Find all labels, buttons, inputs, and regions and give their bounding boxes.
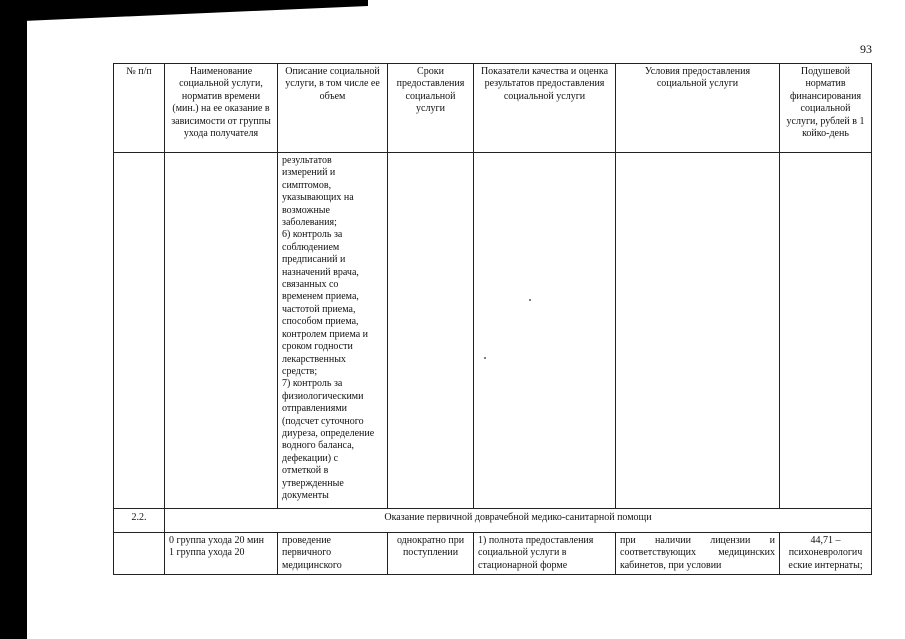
empty-cell [388, 153, 474, 509]
description-line: документы [282, 489, 329, 501]
group-line: 1 группа ухода 20 [169, 547, 245, 559]
header-cell-number: № п/п [114, 64, 165, 153]
scan-speck [484, 357, 486, 359]
description-line: временем приема, [282, 291, 359, 303]
description-lines [282, 155, 383, 502]
header-cell-quality: Показатели качества и оценка результатов предоставления социальной услуги [474, 64, 616, 153]
description-line: назначений врача, [282, 266, 359, 278]
description-line: измерений и [282, 167, 336, 179]
description-line: сроком годности [282, 341, 353, 353]
description-line: предписаний и [282, 254, 346, 266]
description-line: отметкой в [282, 465, 329, 477]
empty-cell [114, 533, 165, 575]
section-title: Оказание первичной доврачебной медико-санитарной помощи [165, 509, 872, 533]
description-line: симптомов, [282, 179, 332, 191]
scan-shadow-top [0, 0, 368, 22]
description-line: (подсчет суточного [282, 415, 364, 427]
financing-line: 44,71 – [810, 535, 841, 546]
table-row-section [114, 509, 872, 533]
description-line: утвержденные [282, 477, 344, 489]
description-line: соблюдением [282, 241, 340, 253]
description-line: дефекации) с [282, 452, 339, 464]
description-line: водного баланса, [282, 440, 355, 452]
empty-cell [780, 153, 872, 509]
group-line: 0 группа ухода 20 мин [169, 535, 264, 546]
conditions-cell: при наличии лицензии и соответствующих медицинских кабинетов, при условии [616, 533, 780, 575]
financing-line: еские интернаты; [788, 559, 863, 571]
terms-cell: однократно при поступлении [388, 533, 474, 575]
description-line: связанных со [282, 279, 339, 291]
description-line: средств; [282, 365, 318, 377]
scan-shadow-left [0, 7, 27, 639]
description-line: проведение [282, 535, 331, 546]
table-row-service [114, 533, 872, 575]
description-line: первичного [282, 547, 332, 559]
description-line: возможные [282, 204, 330, 216]
table-header-row [114, 64, 872, 153]
financing-line: психоневрологич [788, 547, 863, 559]
description-line: способом приема, [282, 316, 359, 328]
quality-cell [474, 533, 616, 575]
quality-line: социальной услуги в [478, 547, 567, 559]
description-line: физиологическими [282, 390, 364, 402]
page-number: 93 [860, 42, 872, 56]
description-line: контролем приема и [282, 328, 369, 340]
quality-line: стационарной форме [478, 559, 568, 571]
financing-cell [780, 533, 872, 575]
header-cell-description: Описание социальной услуги, в том числе ее объем [278, 64, 388, 153]
description-line: 7) контроль за [282, 378, 343, 390]
description-line: результатов [282, 155, 332, 166]
description-line: 6) контроль за [282, 229, 343, 241]
quality-line: 1) полнота предоставления [478, 535, 594, 546]
services-table [113, 63, 872, 575]
header-cell-terms: Сроки предоставления социальной услуги [388, 64, 474, 153]
header-cell-service-name: Наименование социальной услуги, норматив времени (мин.) на ее оказание в зависимости от группы ухода получателя [165, 64, 278, 153]
scan-speck [529, 299, 531, 301]
description-line: заболевания; [282, 217, 337, 229]
empty-cell [165, 153, 278, 509]
description-line: диуреза, определение [282, 427, 375, 439]
table-row-continuation [114, 153, 872, 509]
empty-cell [474, 153, 616, 509]
header-cell-conditions: Условия предоставления социальной услуги [616, 64, 780, 153]
empty-cell [616, 153, 780, 509]
description-line: частотой приема, [282, 303, 356, 315]
group-time-cell [165, 533, 278, 575]
description-cell [278, 533, 388, 575]
description-line: медицинского [282, 559, 342, 571]
section-number: 2.2. [114, 509, 165, 533]
description-line: лекарственных [282, 353, 346, 365]
description-line: указывающих на [282, 192, 354, 204]
description-continuation-cell [278, 153, 388, 509]
empty-cell [114, 153, 165, 509]
description-line: отправлениями [282, 403, 348, 415]
header-cell-financing: Подушевой норматив финансирования социальной услуги, рублей в 1 койко-день [780, 64, 872, 153]
